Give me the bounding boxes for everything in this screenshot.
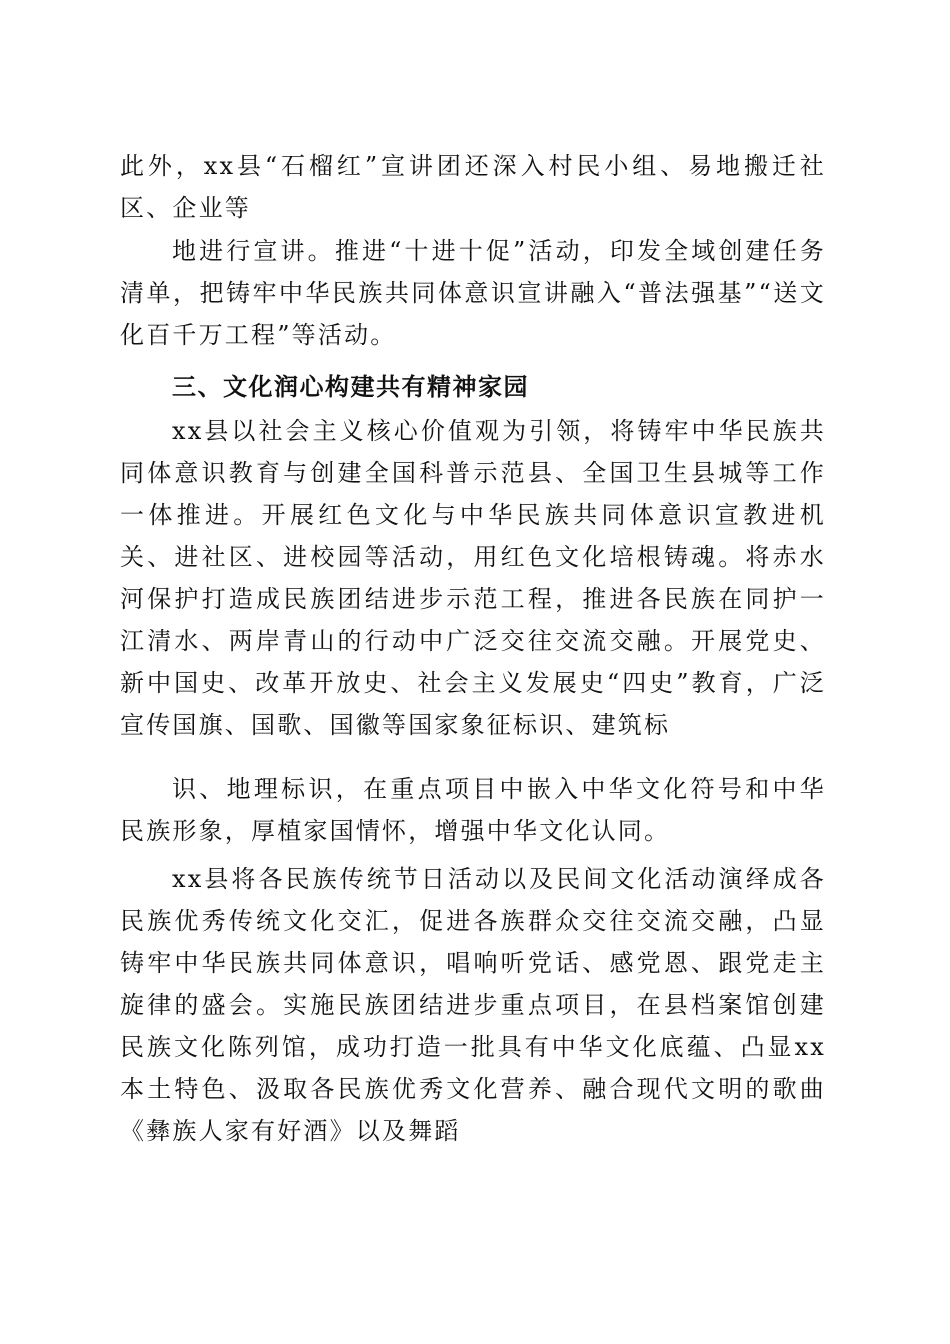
paragraph-3: xx县以社会主义核心价值观为引领，将铸牢中华民族共同体意识教育与创建全国科普示范县、全国卫生县城等工作一体推进。开展红色文化与中华民族共同体意识宣教进机关、进社区、进校园等活动，用红色文化培根铸魂。将赤水河保护打造成民族团结进步示范工程，推进各民族在同护一江清水、两岸青山的行动中广泛交往交流交融。开展党史、新中国史、改革开放史、社会主义发展史“四史”教育，广泛宣传国旗、国歌、国徽等国家象征标识、建筑标: [120, 417, 826, 739]
paragraph-5: xx县将各民族传统节日活动以及民间文化活动演绎成各民族优秀传统文化交汇，促进各族群众交往交流交融，凸显铸牢中华民族共同体意识，唱响听党话、感党恩、跟党走主旋律的盛会。实施民族团结进步重点项目，在县档案馆创建民族文化陈列馆，成功打造一批具有中华文化底蕴、凸显xx本土特色、汲取各民族优秀文化营养、融合现代文明的歌曲《彝族人家有好酒》以及舞蹈: [120, 865, 826, 1145]
paragraph-1: 此外，xx县“石榴红”宣讲团还深入村民小组、易地搬迁社区、企业等: [120, 152, 826, 222]
paragraph-4: 识、地理标识，在重点项目中嵌入中华文化符号和中华民族形象，厚植家国情怀，增强中华文化认同。: [120, 775, 826, 845]
section-heading: 三、文化润心构建共有精神家园: [172, 373, 529, 401]
paragraph-2: 地进行宣讲。推进“十进十促”活动，印发全域创建任务清单，把铸牢中华民族共同体意识宣讲融入“普法强基”“送文化百千万工程”等活动。: [120, 237, 826, 349]
